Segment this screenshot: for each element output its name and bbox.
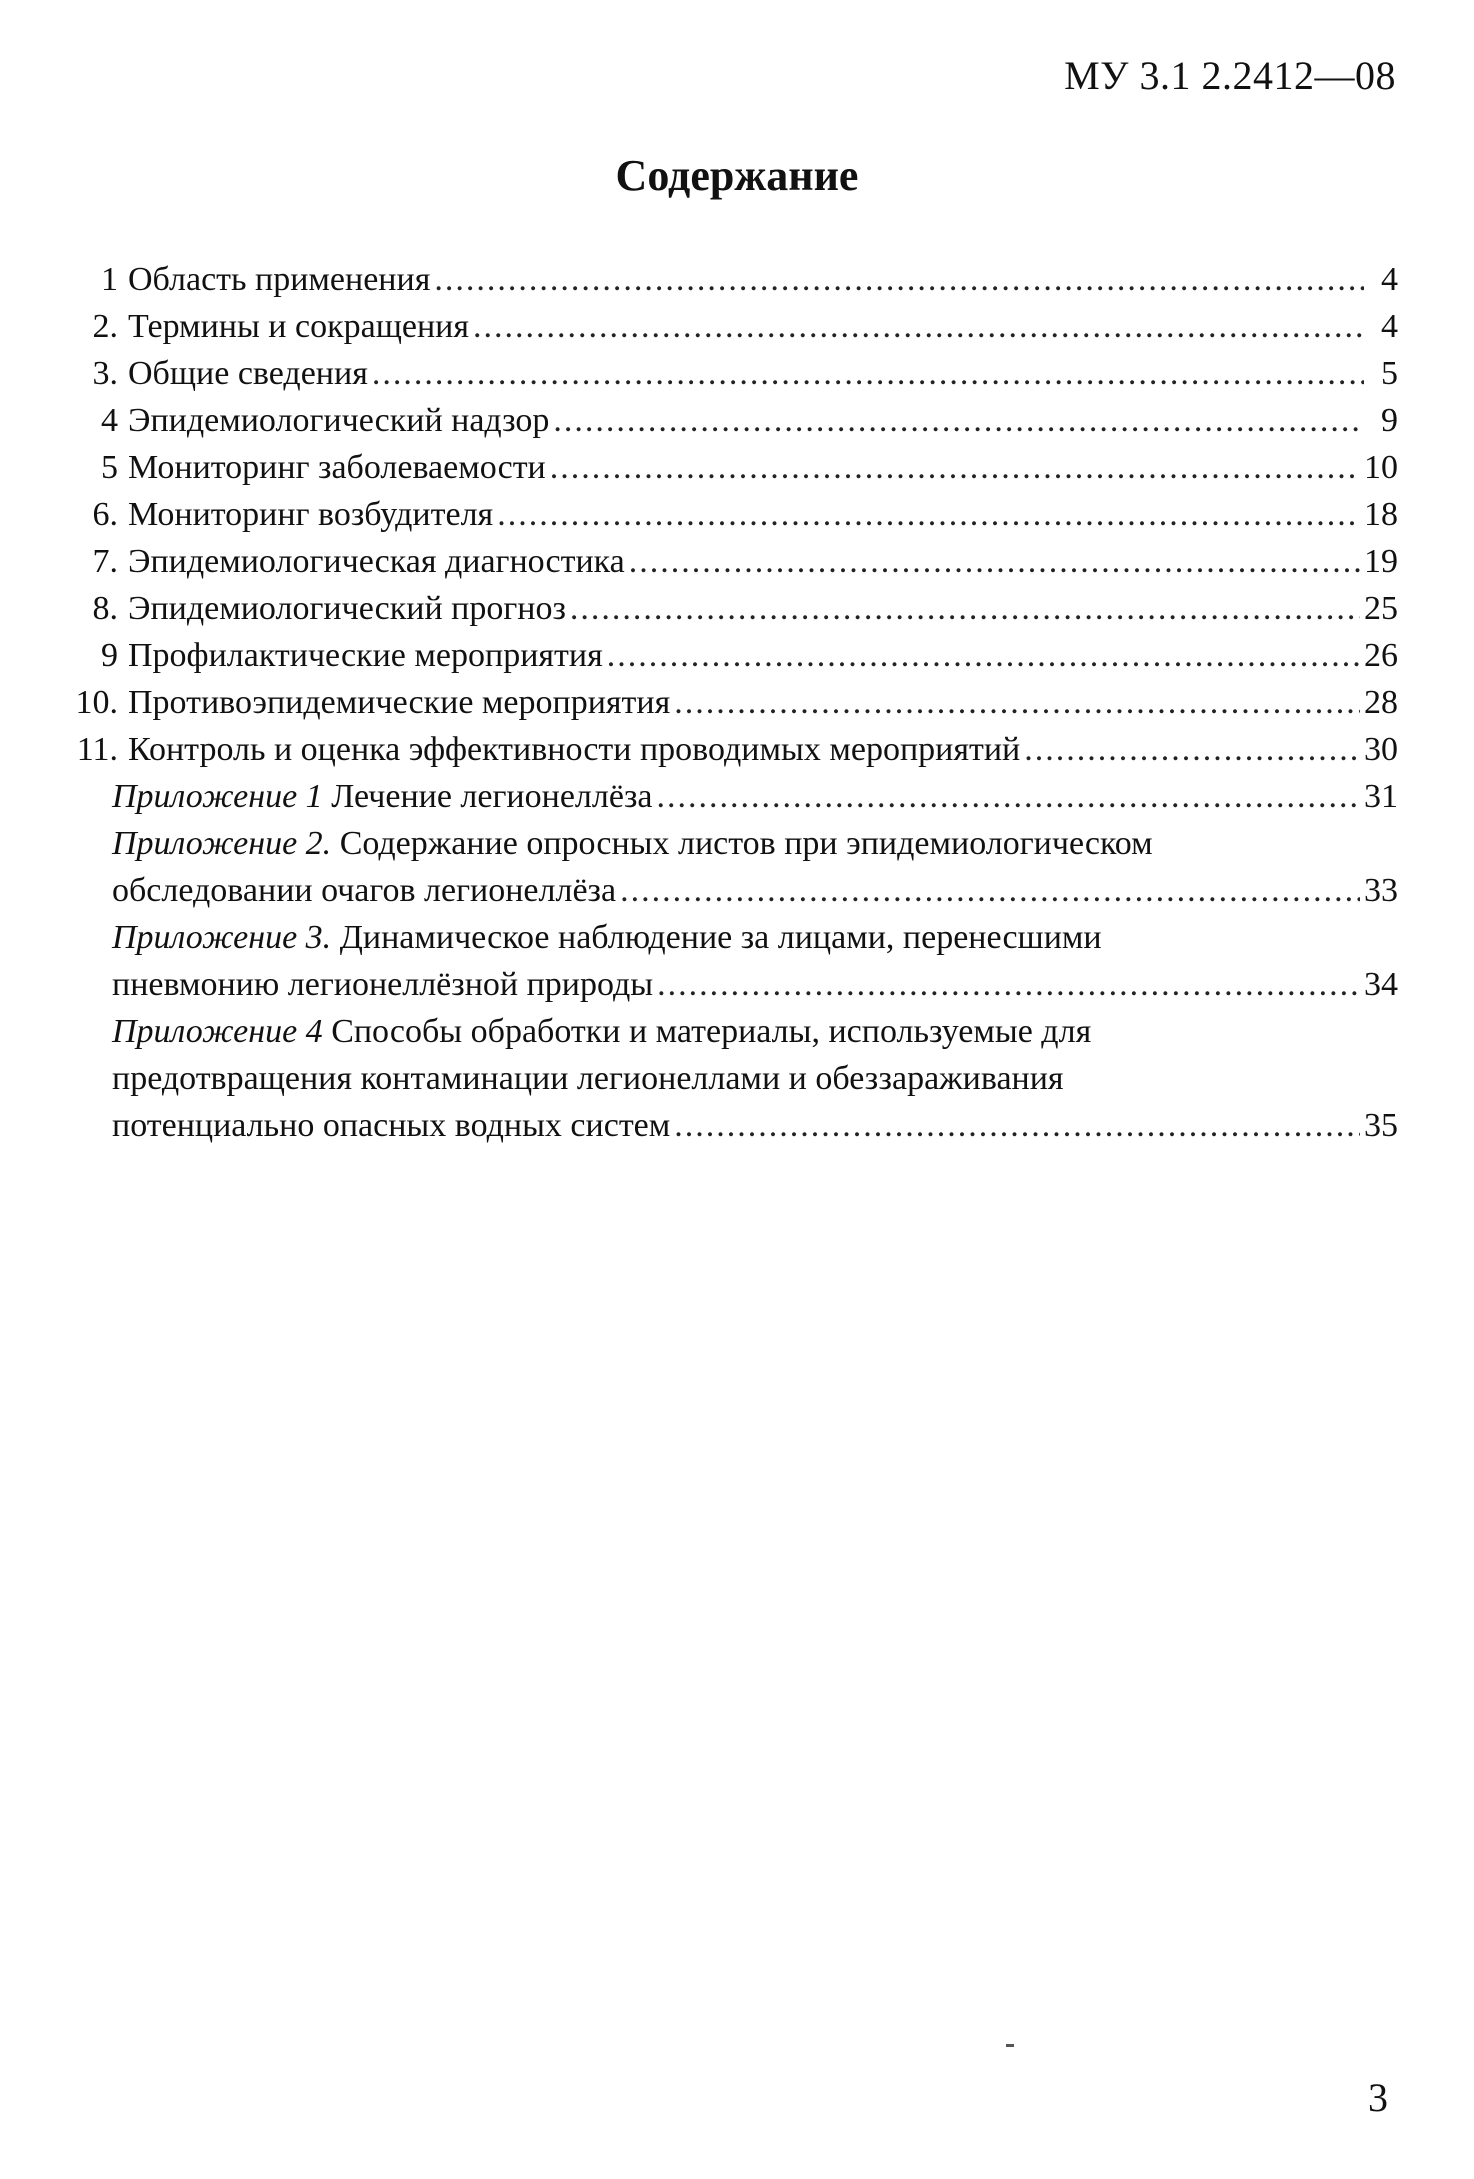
appendix-text: пневмонию легионеллёзной природы — [112, 966, 654, 1003]
toc-item-number: 4 — [101, 402, 118, 439]
toc-item[interactable] — [60, 397, 1398, 444]
appendix-text: Лечение легионеллёза — [331, 778, 653, 815]
appendix-title-line — [112, 773, 652, 820]
toc-item-title: Эпидемиологический прогноз — [128, 590, 566, 627]
toc-appendix-2[interactable] — [112, 820, 1398, 914]
toc-item[interactable] — [60, 726, 1398, 773]
toc-item[interactable] — [60, 585, 1398, 632]
toc-item-page: 35 — [1364, 1107, 1398, 1144]
toc-item-title: Контроль и оценка эффективности проводимых мероприятий — [128, 731, 1021, 768]
toc-appendix-3[interactable] — [112, 914, 1398, 1008]
toc-item-number: 9 — [101, 637, 118, 674]
dot-leader — [372, 350, 1364, 397]
toc-item-number: 2. — [92, 308, 118, 345]
toc-item-number: 1 — [101, 261, 118, 298]
toc-item-number: 8. — [92, 590, 118, 627]
toc-item-title: Эпидемиологический надзор — [128, 402, 550, 439]
toc-item-number: 5 — [101, 449, 118, 486]
toc-item-title: Эпидемиологическая диагностика — [128, 543, 625, 580]
dot-leader — [674, 1102, 1360, 1149]
dot-leader — [656, 773, 1360, 820]
dot-leader — [473, 303, 1364, 350]
appendix-label: Приложение 4 — [112, 1013, 323, 1050]
appendix-last-line — [112, 1102, 1398, 1149]
appendix-title-line — [112, 1008, 1398, 1055]
appendix-text: Содержание опросных листов при эпидемиологическом — [339, 825, 1153, 862]
toc-item-title: Общие сведения — [128, 355, 368, 392]
dot-leader — [1024, 726, 1360, 773]
toc-item[interactable] — [60, 444, 1398, 491]
toc-appendix-4[interactable] — [112, 1008, 1398, 1149]
appendix-title-line — [112, 914, 1398, 961]
toc-item-page: 28 — [1364, 684, 1398, 721]
dot-leader — [550, 444, 1360, 491]
toc-item[interactable] — [60, 303, 1398, 350]
toc-item-title: Термины и сокращения — [128, 308, 469, 345]
dot-leader — [434, 256, 1364, 303]
dot-leader — [657, 961, 1360, 1008]
table-of-contents — [60, 256, 1398, 1149]
scan-mark — [1006, 2044, 1014, 2047]
appendix-text: обследовании очагов легионеллёза — [112, 872, 617, 909]
toc-item-title: Профилактические мероприятия — [128, 637, 603, 674]
appendix-text-line — [112, 1055, 1398, 1102]
toc-item-page: 4 — [1381, 308, 1398, 345]
page-number: 3 — [1368, 2075, 1388, 2120]
appendix-label: Приложение 1 — [112, 778, 323, 815]
toc-item[interactable] — [60, 491, 1398, 538]
toc-item-number: 3. — [92, 355, 118, 392]
dot-leader — [629, 538, 1360, 585]
toc-item-title: Противоэпидемические мероприятия — [128, 684, 671, 721]
toc-item-title: Область применения — [128, 261, 431, 298]
toc-item-page: 25 — [1364, 590, 1398, 627]
toc-item-page: 30 — [1364, 731, 1398, 768]
toc-item-page: 19 — [1364, 543, 1398, 580]
appendix-title-line — [112, 820, 1398, 867]
appendix-label: Приложение 3. — [112, 919, 332, 956]
toc-item[interactable] — [60, 632, 1398, 679]
toc-item-number: 7. — [92, 543, 118, 580]
dot-leader — [553, 397, 1364, 444]
toc-item-number: 11. — [76, 731, 118, 768]
dot-leader — [497, 491, 1360, 538]
document-code: МУ 3.1 2.2412—08 — [1064, 53, 1396, 98]
toc-item-page: 18 — [1364, 496, 1398, 533]
appendix-last-line — [112, 961, 1398, 1008]
toc-item[interactable] — [60, 350, 1398, 397]
toc-item-page: 34 — [1364, 966, 1398, 1003]
toc-item-page: 4 — [1381, 261, 1398, 298]
toc-item-page: 5 — [1381, 355, 1398, 392]
dot-leader — [620, 867, 1360, 914]
dot-leader — [674, 679, 1360, 726]
toc-item-title: Мониторинг заболеваемости — [128, 449, 546, 486]
toc-item-number: 6. — [92, 496, 118, 533]
toc-item-number: 10. — [75, 684, 118, 721]
appendix-last-line — [112, 867, 1398, 914]
appendix-text: Динамическое наблюдение за лицами, перенесшими — [339, 919, 1102, 956]
appendix-text: предотвращения контаминации легионеллами и обеззараживания — [112, 1060, 1064, 1097]
appendix-text: потенциально опасных водных систем — [112, 1107, 671, 1144]
toc-item-page: 26 — [1364, 637, 1398, 674]
toc-item-page: 10 — [1364, 449, 1398, 486]
toc-item-page: 33 — [1364, 872, 1398, 909]
dot-leader — [570, 585, 1360, 632]
toc-item[interactable] — [60, 679, 1398, 726]
toc-item-page: 31 — [1364, 778, 1398, 815]
appendix-text: Способы обработки и материалы, используемые для — [331, 1013, 1092, 1050]
toc-appendix-1[interactable] — [60, 773, 1398, 820]
page-title: Содержание — [615, 151, 859, 200]
toc-item[interactable] — [60, 538, 1398, 585]
toc-item-page: 9 — [1381, 402, 1398, 439]
appendix-label: Приложение 2. — [112, 825, 332, 862]
dot-leader — [607, 632, 1360, 679]
toc-item-title: Мониторинг возбудителя — [128, 496, 494, 533]
toc-item[interactable] — [60, 256, 1398, 303]
